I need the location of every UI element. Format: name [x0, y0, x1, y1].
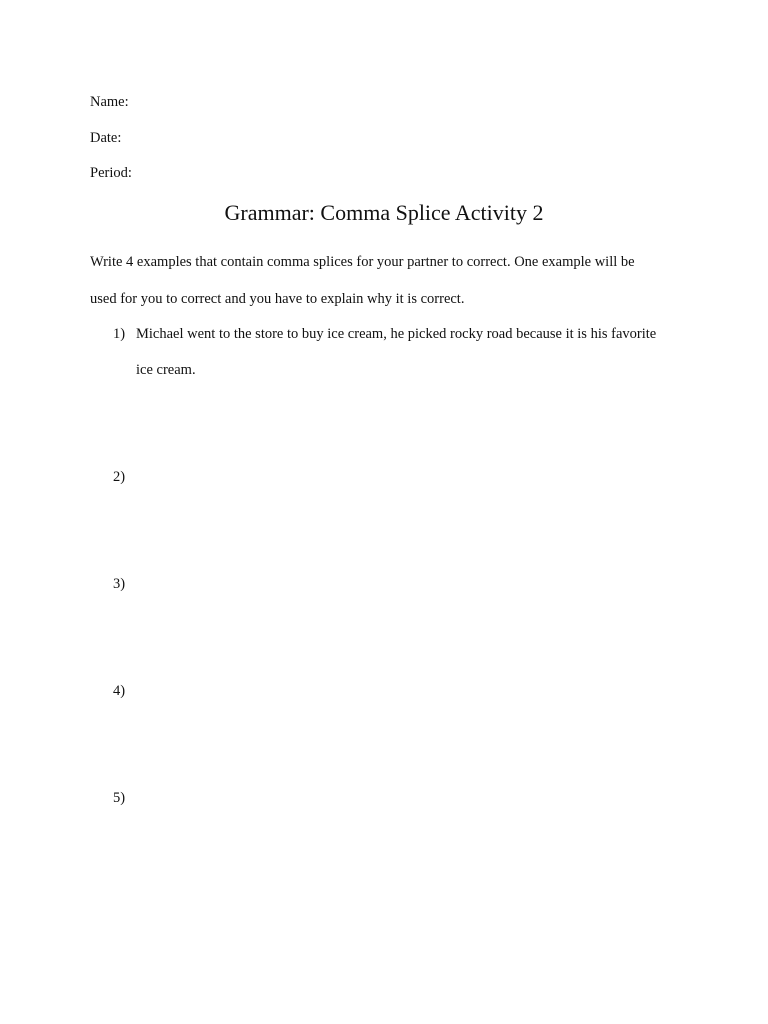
instructions-line-2: used for you to correct and you have to explain why it is correct. [90, 291, 465, 307]
page-title: Grammar: Comma Splice Activity 2 [224, 200, 544, 225]
instructions-line-1: Write 4 examples that contain comma splices for your partner to correct. One example will be [90, 254, 635, 270]
item-number-1: 1) [113, 326, 126, 342]
item-number-2: 2) [113, 469, 126, 485]
date-label: Date: [90, 130, 122, 146]
item-number-4: 4) [113, 683, 126, 699]
item-text-1-line-2: ice cream. [136, 362, 196, 378]
name-label: Name: [90, 94, 129, 110]
item-number-3: 3) [113, 576, 126, 592]
item-number-5: 5) [113, 790, 126, 806]
period-label: Period: [90, 165, 132, 181]
item-text-1-line-1: Michael went to the store to buy ice cream, he picked rocky road because it is his favorite [136, 326, 657, 342]
